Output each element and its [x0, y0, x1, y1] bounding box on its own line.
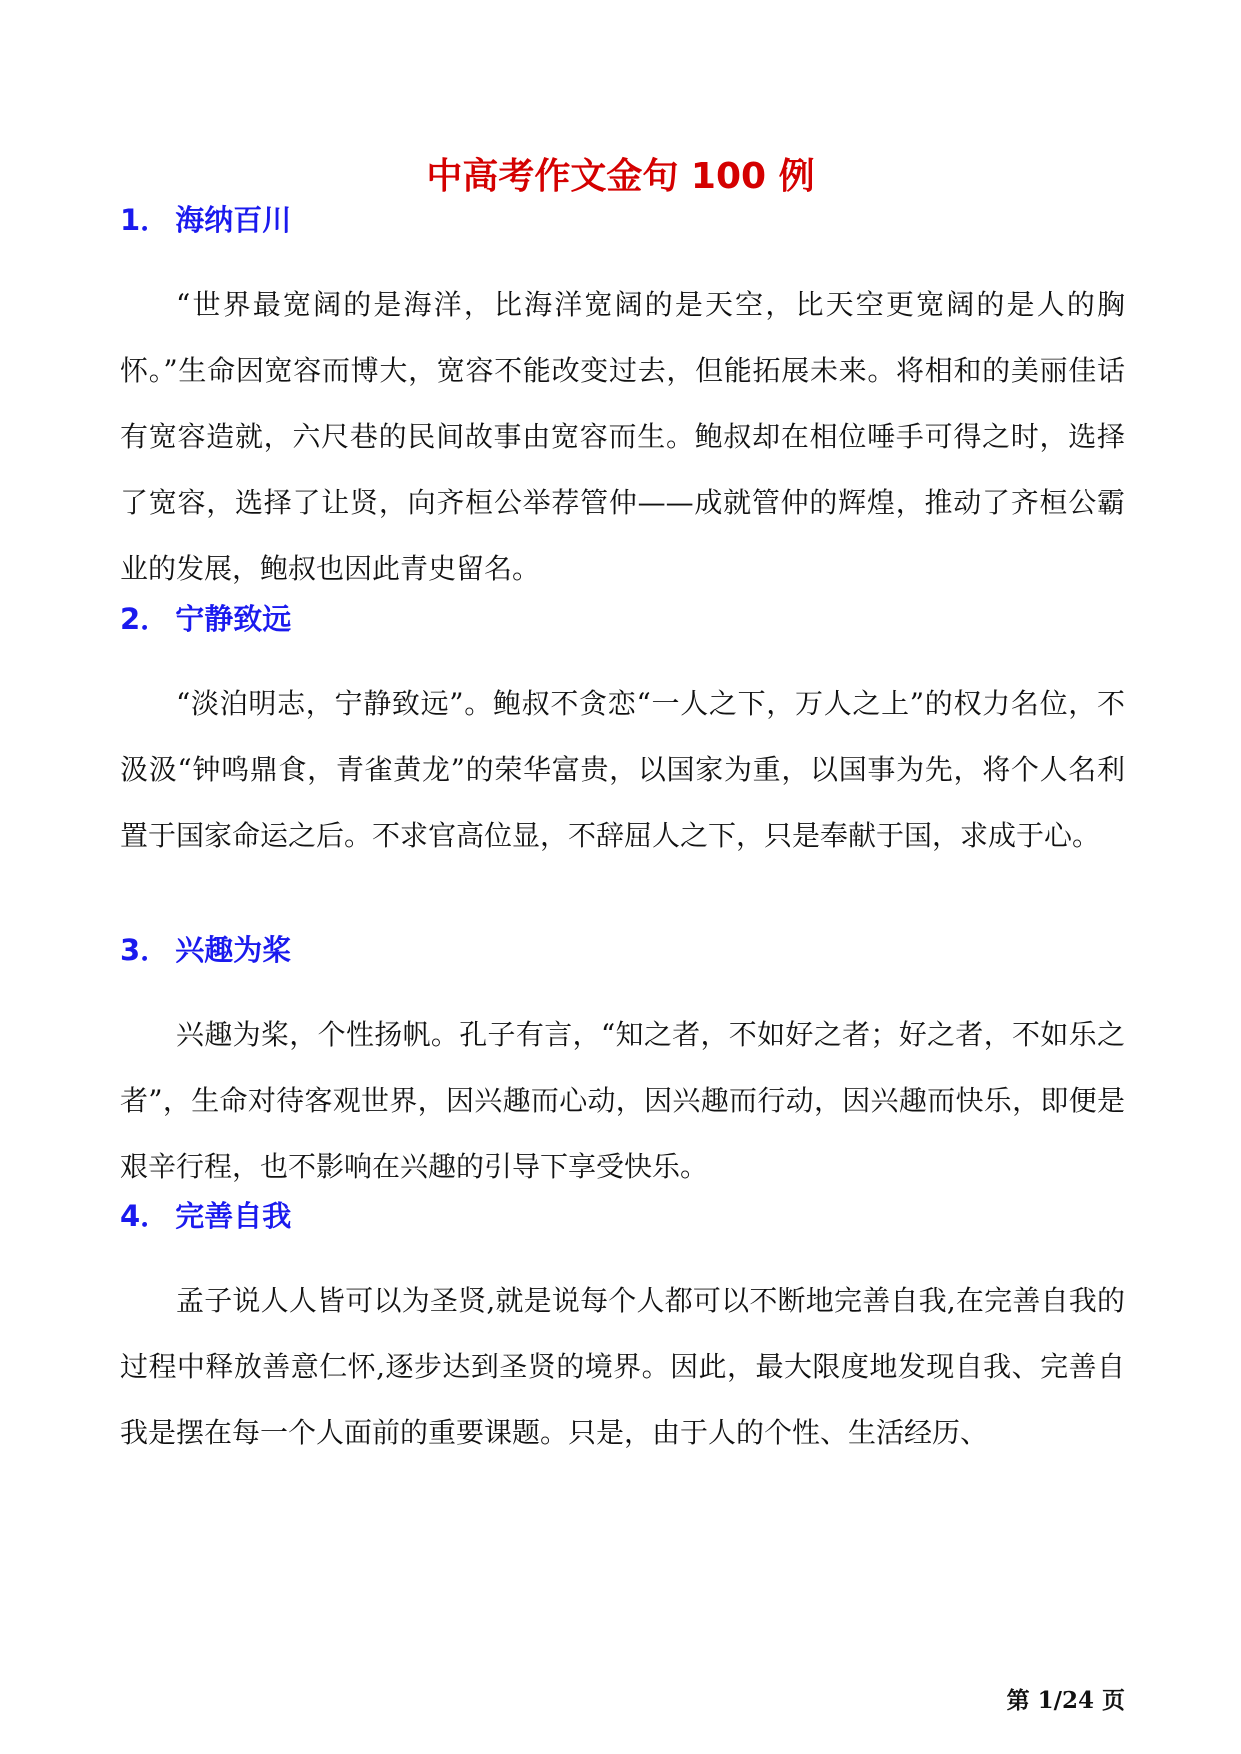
section-paragraph-3: 兴趣为桨，个性扬帆。孔子有言，“知之者，不如好之者；好之者，不如乐之者”，生命对待客观世界，因兴趣而心动，因兴趣而行动，因兴趣而快乐，即便是艰辛行程，也不影响在兴趣的引导下享受快乐。 [120, 1018, 1125, 1183]
section-number: 2． [120, 602, 170, 636]
section-number: 1． [120, 203, 170, 237]
section-title: 兴趣为桨 [175, 933, 292, 967]
section-paragraph-2: “淡泊明志，宁静致远”。鲍叔不贪恋“一人之下，万人之上”的权力名位，不汲汲“钟鸣鼎食，青雀黄龙”的荣华富贵，以国家为重，以国事为先，将个人名利置于国家命运之后。不求官高位显，不辞屈人之下，只是奉献于国，求成于心。 [120, 687, 1125, 852]
section-title: 海纳百川 [175, 203, 292, 237]
section-title: 宁静致远 [175, 602, 292, 636]
section-heading-3 [120, 930, 291, 970]
section-number: 4． [120, 1199, 170, 1233]
section-heading-2 [120, 599, 291, 639]
section-heading-4 [120, 1196, 291, 1236]
section-title: 完善自我 [175, 1199, 292, 1233]
section-paragraph-4: 孟子说人人皆可以为圣贤,就是说每个人都可以不断地完善自我,在完善自我的过程中释放善意仁怀,逐步达到圣贤的境界。因此，最大限度地发现自我、完善自我是摆在每一个人面前的重要课题。只是，由于人的个性、生活经历、 [120, 1284, 1125, 1449]
section-paragraph-1: “世界最宽阔的是海洋，比海洋宽阔的是天空，比天空更宽阔的是人的胸怀。”生命因宽容而博大，宽容不能改变过去，但能拓展未来。将相和的美丽佳话有宽容造就，六尺巷的民间故事由宽容而生。鲍叔却在相位唾手可得之时，选择了宽容，选择了让贤，向齐桓公举荐管仲——成就管仲的辉煌，推动了齐桓公霸业的发展，鲍叔也因此青史留名。 [120, 288, 1125, 585]
section-number: 3． [120, 933, 170, 967]
page-number: 第 1/24 页 [1006, 1687, 1125, 1714]
section-heading-1 [120, 200, 291, 240]
document-title: 中高考作文金句 100 例 [426, 156, 815, 198]
